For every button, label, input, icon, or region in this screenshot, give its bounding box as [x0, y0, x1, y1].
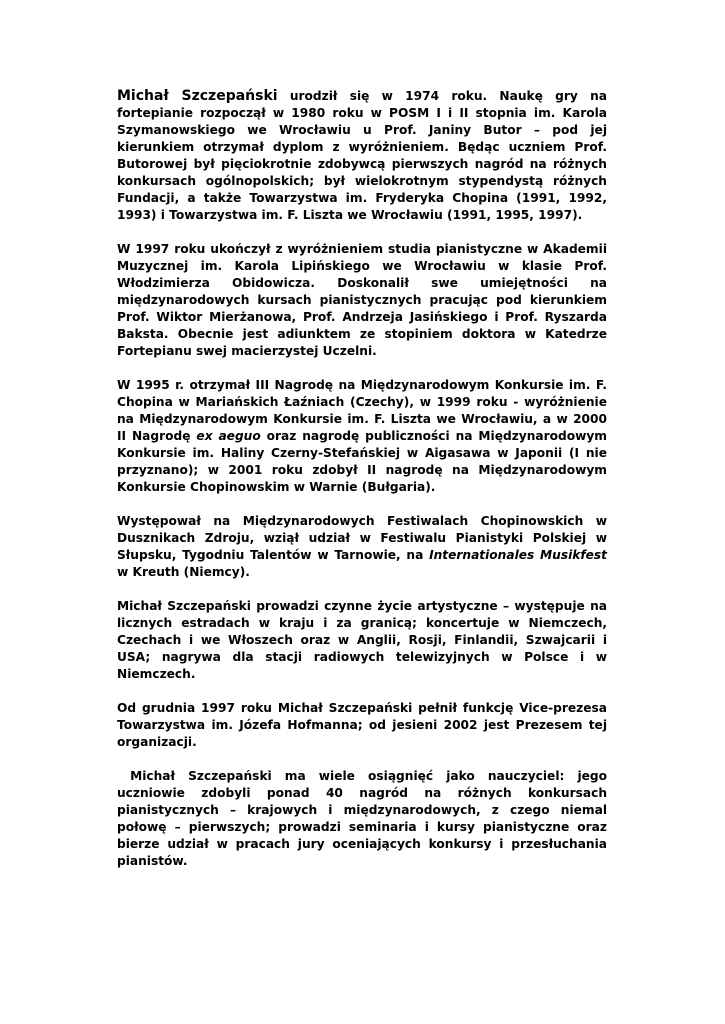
paragraph-society: Od grudnia 1997 roku Michał Szczepański pełnił funkcję Vice-prezesa Towarzystwa im. Józefa Hofmanna; od jesieni 2002 jest Prezesem tej organizacji.: [117, 701, 607, 749]
document-page: [117, 88, 616, 870]
paragraph-text: W 1995 r. otrzymał III Nagrodę na Międzynarodowym Konkursie im. F. Chopina w Mariańskich Łaźniach (Czechy), w 1999 roku - wyróżnienie na Międzynarodowym Konkursie im. F. Liszta we Wrocławiu, a w 2000 II Nagrodę: [117, 378, 607, 443]
paragraph-text: urodził się w 1974 roku. Naukę gry na fortepianie rozpoczął w 1980 roku w POSM I i II stopnia im. Karola Szymanowskiego we Wrocławiu u Prof. Janiny Butor – pod jej kierunkiem otrzymał dyplom z wyróżnieniem. Będąc uczniem Prof. Butorowej był pięciokrotnie zdobywcą pierwszych nagród na różnych konkursach ogólnopolskich; był wielokrotnym stypendystą różnych Fundacji, a także Towarzystwa im. Fryderyka Chopina (1991, 1992, 1993) i Towarzystwa im. F. Liszta we Wrocławiu (1991, 1995, 1997).: [117, 89, 607, 222]
paragraph-concerts: Michał Szczepański prowadzi czynne życie artystyczne – występuje na licznych estradach w kraju i za granicą; koncertuje w Niemczech, Czechach i we Włoszech oraz w Anglii, Rosji, Finlandii, Szwajcarii i USA; nagrywa dla stacji radiowych telewizyjnych w Polsce i w Niemczech.: [117, 599, 607, 681]
paragraph-biography-intro: [117, 88, 607, 224]
name-lead: Michał Szczepański: [117, 88, 278, 104]
paragraph-education: W 1997 roku ukończył z wyróżnieniem studia pianistyczne w Akademii Muzycznej im. Karola Lipińskiego we Wrocławiu w klasie Prof. Włodzimierza Obidowicza. Doskonalił swe umiejętności na międzynarodowych kursach pianistycznych pracując pod kierunkiem Prof. Wiktor Mierżanowa, Prof. Andrzeja Jasińskiego i Prof. Ryszarda Baksta. Obecnie jest adiunktem ze stopiniem doktora w Katedrze Fortepianu swej macierzystej Uczelni.: [117, 242, 607, 358]
italic-phrase: Internationales Musikfest: [429, 548, 608, 562]
paragraph-text: oraz nagrodę publiczności na Międzynarodowym Konkursie im. Haliny Czerny-Stefańskiej w Aigasawa w Japonii (I nie przyznano); w 2001 roku zdobył II nagrodę na Międzynarodowym Konkursie Chopinowskim w Warnie (Bułgaria).: [117, 429, 608, 494]
paragraph-festivals: [117, 513, 607, 581]
paragraph-awards: [117, 377, 607, 496]
paragraph-text: Występował na Międzynarodowych Festiwalach Chopinowskich w Dusznikach Zdroju, wziął udział w Festiwalu Pianistyki Polskiej w Słupsku, Tygodniu Talentów w Tarnowie, na: [117, 514, 607, 562]
paragraph-teaching: Michał Szczepański ma wiele osiągnięć jako nauczyciel: jego uczniowie zdobyli ponad 40 nagród na różnych konkursach pianistycznych – krajowych i międzynarodowych, z czego niemal połowę – pierwszych; prowadzi seminaria i kursy pianistyczne oraz bierze udział w pracach jury oceniających konkursy i przesłuchania pianistów.: [117, 769, 616, 868]
paragraph-text: w Kreuth (Niemcy).: [117, 565, 250, 579]
italic-phrase: ex aeguo: [196, 429, 261, 443]
